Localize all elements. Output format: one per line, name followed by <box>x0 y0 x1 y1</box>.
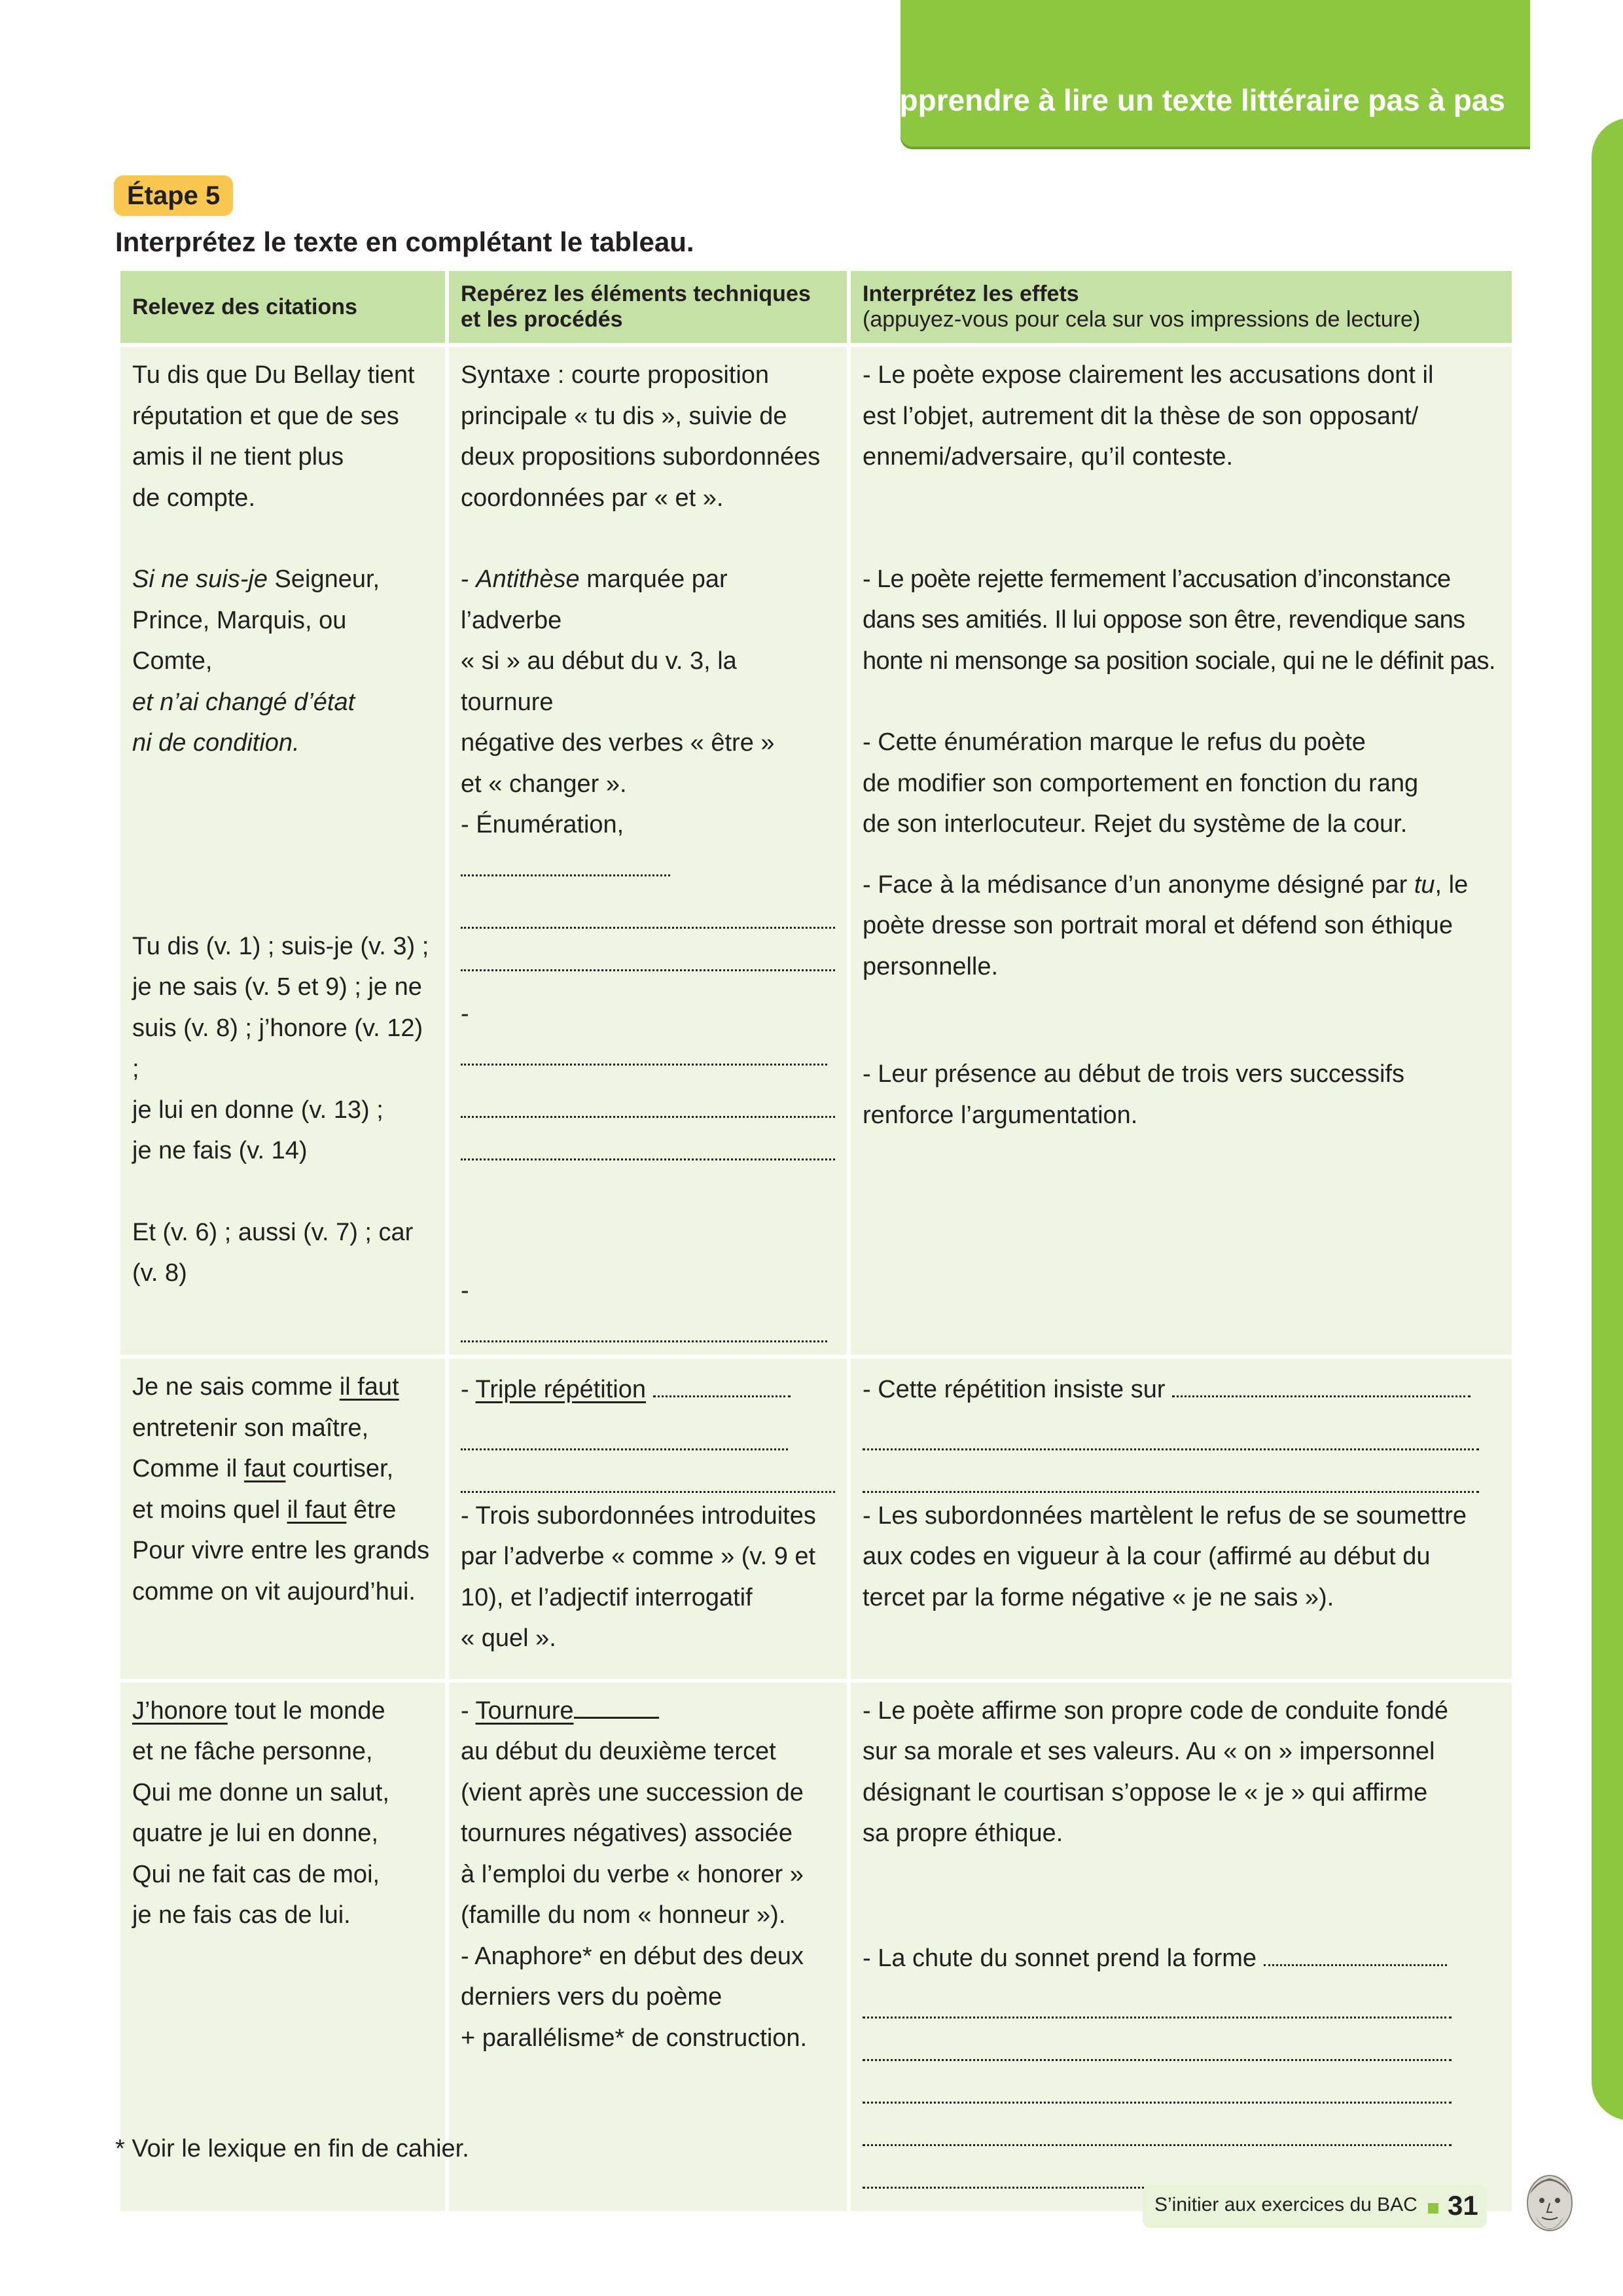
footer-section-badge <box>1143 2185 1487 2228</box>
header-effets: Interprétez les effets (appuyez-vous pour cela sur vos impressions de lecture) <box>851 271 1512 347</box>
technique-cell: - Tournure au début du deuxième tercet (vient après une succession de tournures négatives) associée à l’emploi du verbe « honorer » (famille du nom « honneur »). - Anaphore* en début des deux derniers vers du poème + parallélisme* de construction. <box>449 1679 847 2212</box>
analysis-table <box>116 271 1516 2211</box>
answer-blank[interactable] <box>461 1078 835 1118</box>
technique-cell: Syntaxe : courte proposition principale « tu dis », suivie de deux propositions subordonnées coordonnées par « et ». - Antithèse marquée par l’adverbe « si » au début du v. 3, la tournure négative des verbes « être » et « changer ». - Énumération, - - <box>449 347 847 1355</box>
answer-blank[interactable] <box>863 1410 1479 1450</box>
answer-blank[interactable] <box>863 1453 1479 1493</box>
citation-cell: Tu dis que Du Bellay tient réputation et que de ses amis il ne tient plus de compte. Si ne suis-je Seigneur, Prince, Marquis, ou Comte, et n’ai changé d’état ni de condition. Tu dis (v. 1) ; suis-je (v. 3) ; je ne sais (v. 5 et 9) ; je ne suis (v. 8) ; j’honore (v. 12) ; je lui en donne (v. 13) ; je ne fais (v. 14) Et (v. 6) ; aussi (v. 7) ; car (v. 8) <box>120 347 445 1355</box>
footnote: * Voir le lexique en fin de cahier. <box>115 2135 469 2162</box>
table-row <box>120 1355 1512 1679</box>
answer-blank[interactable] <box>863 2064 1452 2104</box>
answer-blank[interactable] <box>1172 1367 1471 1397</box>
answer-blank[interactable] <box>863 2106 1452 2146</box>
technique-cell: - Triple répétition - Trois subordonnées introduites par l’adverbe « comme » (v. 9 et 10), et l’adjectif interrogatif « quel ». <box>449 1355 847 1679</box>
step-badge: Étape 5 <box>114 175 233 216</box>
side-tab-decoration <box>1592 118 1623 2121</box>
answer-blank[interactable] <box>461 846 670 876</box>
answer-blank[interactable] <box>1264 1935 1447 1966</box>
header-banner <box>878 0 1530 147</box>
header-citations: Relevez des citations <box>120 271 445 347</box>
answer-blank[interactable] <box>461 1121 835 1160</box>
answer-blank[interactable] <box>461 889 835 929</box>
citation-cell: J’honore tout le monde et ne fâche personne, Qui me donne un salut, quatre je lui en donne, Qui ne fait cas de moi, je ne fais cas de lui. <box>120 1679 445 2212</box>
answer-blank[interactable] <box>461 1312 827 1342</box>
answer-blank[interactable] <box>863 2149 1452 2189</box>
table-row <box>120 347 1512 1355</box>
effet-cell: - Cette répétition insiste sur - Les subordonnées martèlent le refus de se soumettre aux codes en vigueur à la cour (affirmé au début du tercet par la forme négative « je ne sais »). <box>851 1355 1512 1679</box>
footer-section-label: S’initier aux exercices du BAC <box>1154 2194 1418 2215</box>
answer-blank[interactable] <box>574 1691 659 1719</box>
answer-blank[interactable] <box>461 1035 827 1066</box>
step-instruction: Interprétez le texte en complétant le tableau. <box>115 226 694 257</box>
citation-cell: Je ne sais comme il faut entretenir son maître, Comme il faut courtiser, et moins quel il faut être Pour vivre entre les grands comme on vit aujourd’hui. <box>120 1355 445 1679</box>
answer-blank[interactable] <box>863 1979 1452 2018</box>
answer-blank[interactable] <box>461 1410 788 1450</box>
answer-blank[interactable] <box>461 931 835 971</box>
header-techniques: Repérez les éléments techniques et les procédés <box>449 271 847 347</box>
table-row <box>120 1679 1512 2212</box>
answer-blank[interactable] <box>863 2021 1452 2061</box>
page-header-title: Apprendre à lire un texte littéraire pas à pas <box>878 83 1505 117</box>
table-header-row <box>120 271 1512 347</box>
answer-blank[interactable] <box>461 1453 835 1493</box>
footer-square-icon <box>1428 2203 1438 2214</box>
page-number: 31 <box>1448 2190 1478 2221</box>
effet-cell: - Le poète affirme son propre code de conduite fondé sur sa morale et ses valeurs. Au « on » impersonnel désignant le courtisan s’oppose le « je » qui affirme sa propre éthique. - La chute du sonnet prend la forme <box>851 1679 1512 2212</box>
answer-blank[interactable] <box>653 1367 791 1397</box>
effet-cell: - Le poète expose clairement les accusations dont il est l’objet, autrement dit la thèse de son opposant/ ennemi/adversaire, qu’il conteste. - Le poète rejette fermement l’accusation d’inconstance dans ses amitiés. Il lui oppose son être, revendique sans honte ni mensonge sa position sociale, qui ne le définit pas. - Cette énumération marque le refus du poète de modifier son comportement en fonction du rang de son interlocuteur. Rejet du système de la cour. - Face à la médisance d’un anonyme désigné par tu, le poète dresse son portrait moral et défend son éthique personnelle. - Leur présence au début de trois vers successifs renforce l’argumentation. <box>851 347 1512 1355</box>
author-portrait-icon <box>1516 2162 1584 2248</box>
